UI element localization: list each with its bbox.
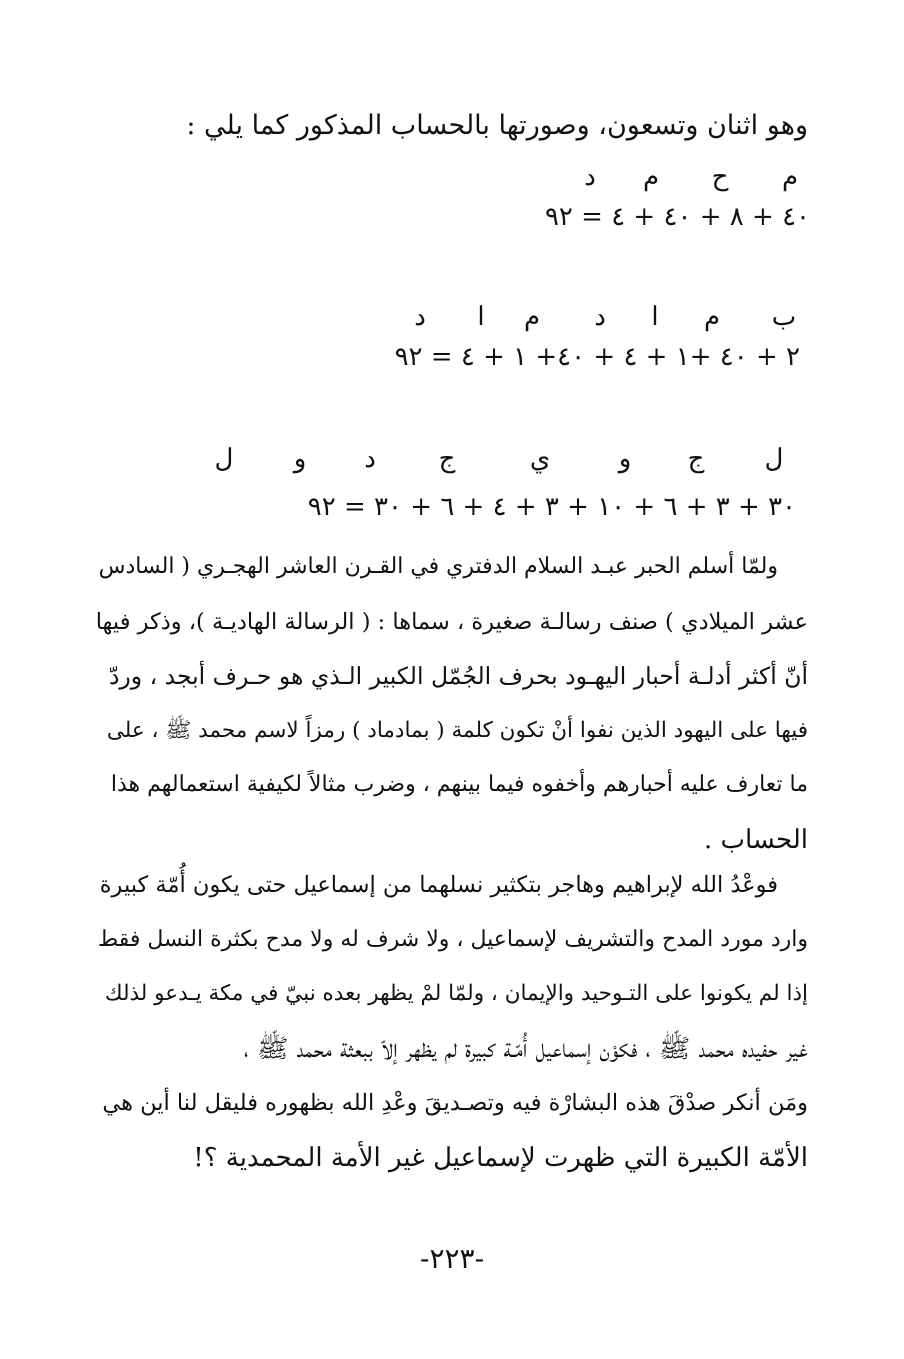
paragraph-2 [96, 858, 808, 1185]
letter: ا [477, 302, 485, 332]
letter: م [523, 302, 541, 332]
text-line: عشر الميلادي ) صنف رسالـة صغيرة ، سماها : ( الرسالة الهاديـة )، وذكر فيها [95, 608, 808, 635]
text-line: ومَن أنكر صدْقَ هذه البشارْة فيه وتصـديقَ وعْدِ الله بظهوره فليقل لنا أين هي [102, 1090, 808, 1116]
text-line: الحساب . [703, 824, 808, 855]
letter: ل [764, 444, 784, 474]
letter: ب [771, 302, 797, 332]
intro-line: وهو اثنان وتسعون، وصورتها بالحساب المذكور كما يلي : [186, 110, 808, 141]
calc-block-2-numbers: ٢ + ٤٠ +١ + ٤ + ٤٠+ ١ + ٤ = ٩٢ [394, 342, 800, 372]
text-line: ما تعارف عليه أحبارهم وأخفوه فيما بينهم ، وضرب مثالاً لكيفية استعمالهم هذا [110, 772, 808, 797]
letter: م [703, 302, 721, 332]
paragraph-1 [96, 540, 808, 867]
letter: ج [687, 444, 705, 474]
text-line: غير حفيده محمد ﷺ ، فكوْن إسماعيل أُمّـة كبيرة لم يظهر إلاّ ببعثة محمد ﷺ ، [243, 1033, 808, 1064]
letter: ي [529, 444, 551, 474]
letter: د [584, 162, 596, 192]
text-line: أنّ أكثر أدلـة أحبار اليهـود بحرف الجُمّل الكبير الـذي هو حـرف أبجد ، وردّ [108, 662, 808, 690]
text-line: إذا لم يكونوا على التـوحيد والإيمان ، ولمّا لمْ يظهر بعده نبيّ في مكة يـدعو لذلك [104, 981, 808, 1006]
text-line: فوعْدُ الله لإبراهيم وهاجر بتكثير نسلهما من إسماعيل حتى يكون أُمّة كبيرة [99, 872, 778, 898]
calc-block-3-numbers: ٣٠ + ٣ + ٦ + ١٠ + ٣ + ٤ + ٦ + ٣٠ = ٩٢ [307, 492, 796, 522]
letter: و [618, 444, 632, 474]
text-line: ولمّا أسلم الحبر عبـد السلام الدفتري في القـرن العاشر الهجـري ( السادس [98, 554, 778, 579]
letter: ل [214, 444, 234, 474]
letter: د [594, 302, 606, 332]
calc-block-1-numbers: ٤٠ + ٨ + ٤٠ + ٤ = ٩٢ [544, 202, 810, 232]
letter: ج [438, 444, 456, 474]
letter: ح [711, 162, 729, 192]
text-line: الأمّة الكبيرة التي ظهرت لإسماعيل غير الأمة المحمدية ؟! [193, 1142, 808, 1173]
page-number: -٢٢٣- [419, 1242, 485, 1275]
letter: ا [651, 302, 659, 332]
letter: و [293, 444, 307, 474]
text-line: فيها على اليهود الذين نفوا أنْ تكون كلمة ( بمادماد ) رمزاً لاسم محمد ﷺ ، على [106, 717, 808, 743]
letter: م [781, 162, 799, 192]
letter: د [414, 302, 426, 332]
letter: د [364, 444, 376, 474]
letter: م [642, 162, 660, 192]
text-line: وارد مورد المدح والتشريف لإسماعيل ، ولا شرف له ولا مدح بكثرة النسل فقط [97, 926, 808, 952]
